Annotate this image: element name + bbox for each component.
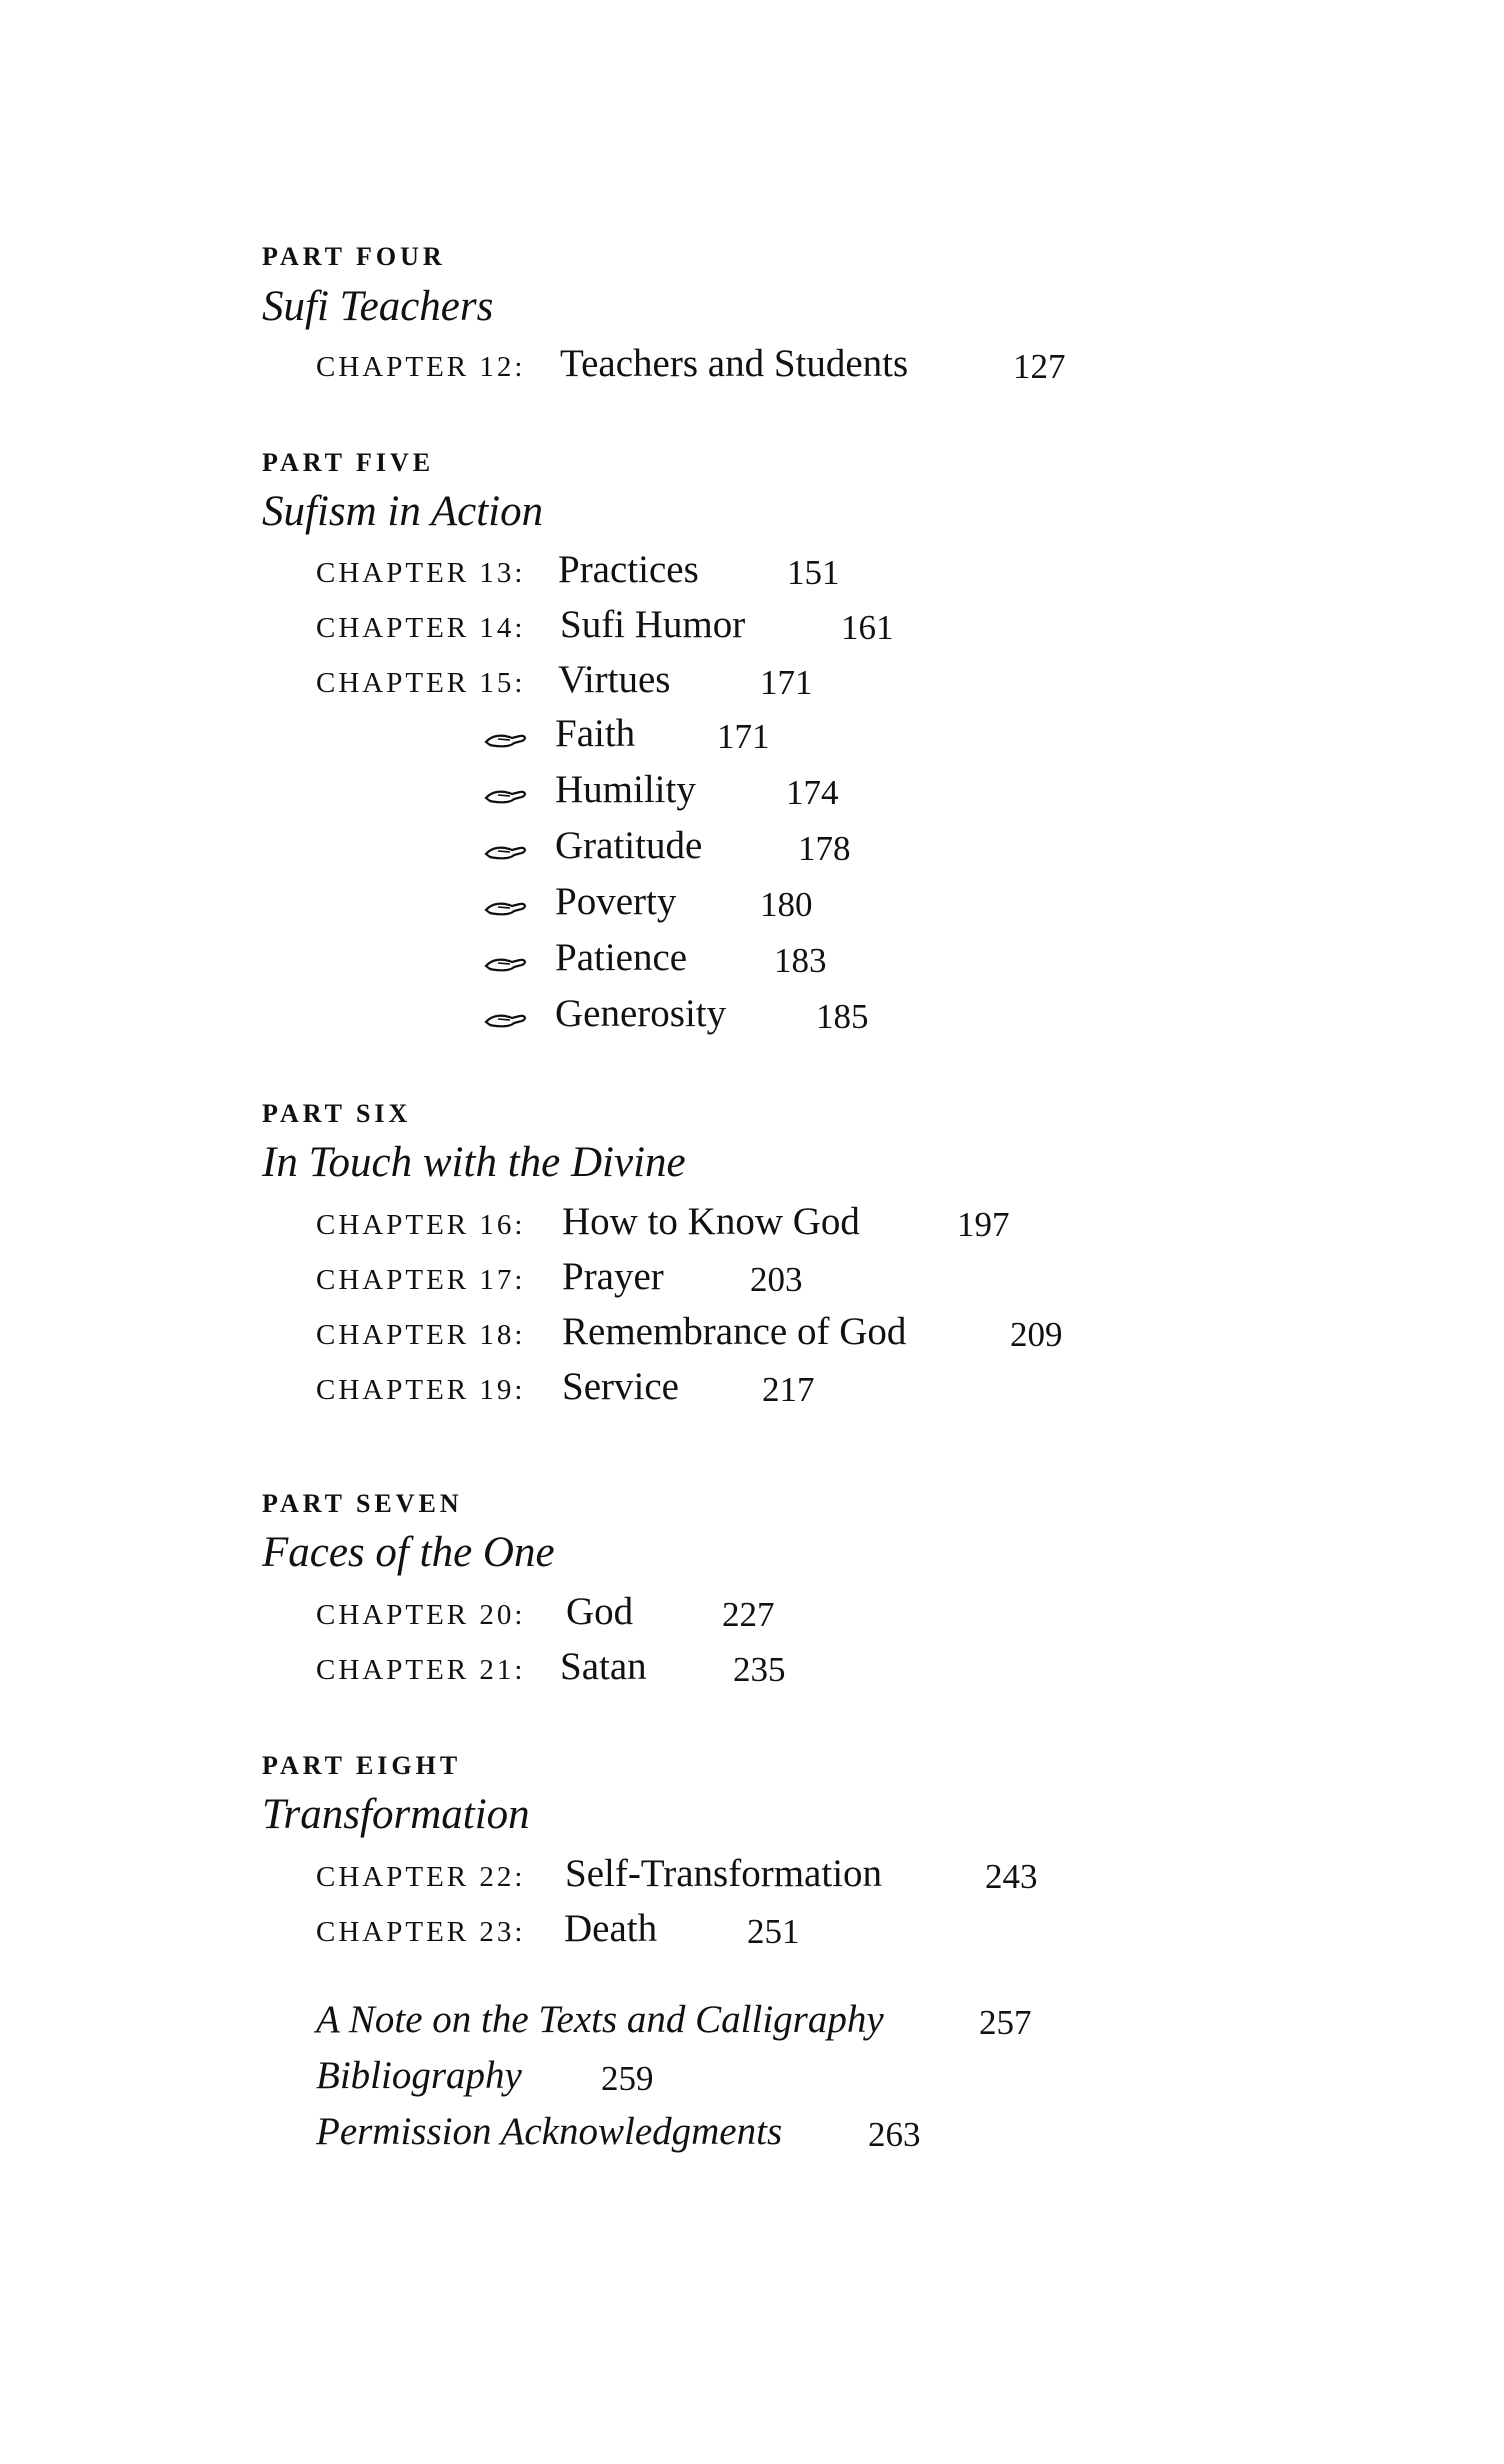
pointing-hand-icon — [484, 1009, 528, 1031]
part-label: PART SEVEN — [262, 1489, 463, 1518]
page-number: 235 — [733, 1650, 786, 1689]
chapter-title[interactable]: Virtues — [558, 658, 671, 701]
virtue-title[interactable]: Patience — [555, 936, 688, 979]
virtue-title[interactable]: Gratitude — [555, 824, 703, 867]
chapter-title[interactable]: Death — [564, 1907, 658, 1950]
page-number: 243 — [985, 1857, 1038, 1896]
chapter-title[interactable]: God — [566, 1590, 634, 1633]
virtue-title[interactable]: Humility — [555, 768, 696, 811]
part-title: Transformation — [262, 1791, 530, 1838]
chapter-label: CHAPTER 14: — [316, 612, 526, 644]
page-number: 161 — [841, 608, 894, 647]
page-number: 217 — [762, 1370, 815, 1409]
chapter-label: CHAPTER 13: — [316, 557, 526, 589]
page-number: 227 — [722, 1595, 775, 1634]
chapter-label: CHAPTER 16: — [316, 1209, 526, 1241]
chapter-title[interactable]: Sufi Humor — [560, 603, 746, 646]
page-number: 209 — [1010, 1315, 1063, 1354]
chapter-label: CHAPTER 22: — [316, 1861, 526, 1893]
page-number: 174 — [786, 773, 839, 812]
virtue-title[interactable]: Faith — [555, 712, 636, 755]
page-number: 185 — [816, 997, 869, 1036]
part-label: PART EIGHT — [262, 1751, 462, 1780]
part-label: PART FOUR — [262, 242, 446, 271]
page-number: 183 — [774, 941, 827, 980]
part-title: In Touch with the Divine — [262, 1139, 686, 1186]
page-number: 171 — [760, 663, 813, 702]
page-number: 257 — [979, 2003, 1032, 2042]
chapter-label: CHAPTER 18: — [316, 1319, 526, 1351]
chapter-title[interactable]: Practices — [558, 548, 699, 591]
page-number: 171 — [717, 717, 770, 756]
chapter-label: CHAPTER 19: — [316, 1374, 526, 1406]
chapter-title[interactable]: Prayer — [562, 1255, 664, 1298]
virtue-title[interactable]: Generosity — [555, 992, 727, 1035]
part-title: Faces of the One — [262, 1529, 555, 1576]
chapter-title[interactable]: Remembrance of God — [562, 1310, 907, 1353]
page-number: 251 — [747, 1912, 800, 1951]
pointing-hand-icon — [484, 785, 528, 807]
chapter-label: CHAPTER 23: — [316, 1916, 526, 1948]
page-number: 178 — [798, 829, 851, 868]
virtue-title[interactable]: Poverty — [555, 880, 677, 923]
chapter-title[interactable]: Service — [562, 1365, 679, 1408]
chapter-title[interactable]: Self-Transformation — [565, 1852, 883, 1895]
back-matter-title[interactable]: A Note on the Texts and Calligraphy — [316, 1998, 884, 2041]
chapter-label: CHAPTER 21: — [316, 1654, 526, 1686]
chapter-title[interactable]: How to Know God — [562, 1200, 860, 1243]
pointing-hand-icon — [484, 841, 528, 863]
chapter-label: CHAPTER 20: — [316, 1599, 526, 1631]
back-matter-title[interactable]: Bibliography — [316, 2054, 522, 2097]
pointing-hand-icon — [484, 897, 528, 919]
back-matter-title[interactable]: Permission Acknowledgments — [316, 2110, 783, 2153]
page-number: 259 — [601, 2059, 654, 2098]
chapter-label: CHAPTER 15: — [316, 667, 526, 699]
page-number: 180 — [760, 885, 813, 924]
page-number: 127 — [1013, 347, 1066, 386]
chapter-label: CHAPTER 17: — [316, 1264, 526, 1296]
page-number: 151 — [787, 553, 840, 592]
pointing-hand-icon — [484, 729, 528, 751]
pointing-hand-icon — [484, 953, 528, 975]
part-title: Sufism in Action — [262, 488, 544, 535]
page-number: 197 — [957, 1205, 1010, 1244]
page-number: 263 — [868, 2115, 921, 2154]
part-title: Sufi Teachers — [262, 283, 494, 330]
part-label: PART FIVE — [262, 448, 435, 477]
chapter-title[interactable]: Teachers and Students — [560, 342, 909, 385]
chapter-label: CHAPTER 12: — [316, 351, 526, 383]
page-number: 203 — [750, 1260, 803, 1299]
part-label: PART SIX — [262, 1099, 412, 1128]
chapter-title[interactable]: Satan — [560, 1645, 647, 1688]
